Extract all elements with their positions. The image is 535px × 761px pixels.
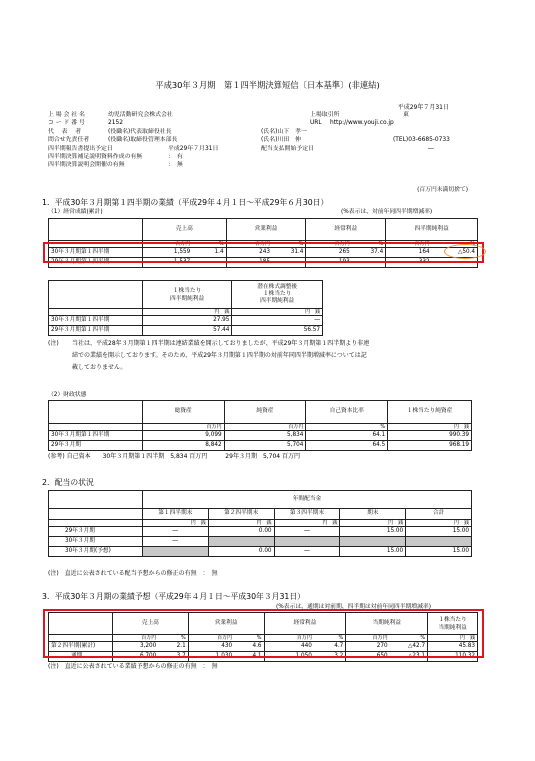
- section-3-title: 3．平成30年３月期の業績予想（平成29年４月１日～平成30年３月31日）: [42, 592, 305, 601]
- unit-label: 百万円: [346, 635, 390, 642]
- section-2-title: 2．配当の状況: [42, 478, 94, 487]
- contact-tel: (TEL)03-6685-0733: [393, 137, 450, 144]
- corner-cell: [49, 219, 143, 241]
- cell: 4.7: [314, 642, 346, 652]
- code-value: 2152: [108, 120, 123, 127]
- unit-label: 百万円: [142, 424, 224, 431]
- table-row: [49, 326, 323, 336]
- table-row: [49, 431, 472, 441]
- cell: 650: [346, 652, 390, 662]
- unit-label: 円 銭: [274, 520, 340, 527]
- col-header: 純資産: [224, 401, 306, 424]
- cell: ―: [192, 258, 226, 268]
- cell: 1,559: [142, 248, 192, 258]
- cell: 968.19: [388, 441, 472, 451]
- cell: ―: [432, 258, 478, 268]
- cell: 45.83: [428, 642, 478, 652]
- briefing-label: 四半期決算説明会開催の有無: [48, 162, 125, 169]
- note-mark: (注): [48, 340, 59, 347]
- dividend-date-label: 配当支払開始予定日: [261, 145, 315, 152]
- cell: ―: [232, 316, 323, 326]
- unit-label: 百万円: [188, 635, 234, 642]
- dividend-note: (注) 直近に公表されている配当予想からの修正の有無 ： 無: [48, 570, 218, 577]
- unit-label: %: [234, 635, 264, 642]
- col-header: 経常利益: [306, 219, 386, 241]
- row-label: 30年３月期第１四半期: [49, 248, 143, 258]
- supp-material-value: ： 有: [168, 153, 183, 160]
- cell: 9,099: [142, 431, 224, 441]
- cell: 1.4: [192, 248, 226, 258]
- highlight-box: [43, 242, 484, 263]
- eps-table: [48, 280, 323, 336]
- cell: 15.00: [406, 527, 472, 537]
- cell: 5,704: [224, 441, 306, 451]
- col-header: 売上高: [142, 219, 226, 241]
- row-label: 通期: [49, 652, 113, 662]
- col-header: 総資産: [142, 401, 224, 424]
- cell: 15.00: [340, 547, 406, 557]
- cell: 270: [346, 642, 390, 652]
- cell: 3,200: [112, 642, 158, 652]
- row-label: 29年３月期第１四半期: [49, 258, 143, 268]
- cell: ―: [274, 547, 340, 557]
- cell: 0.00: [208, 527, 274, 537]
- unit-label: 百万円: [264, 635, 314, 642]
- contact-name: (氏名)川田 伸: [261, 137, 301, 144]
- forecast-highlight-box: [43, 609, 484, 658]
- col-header: 四半期純利益: [386, 219, 478, 241]
- cell: 3.2: [314, 652, 346, 662]
- col-header: 潜在株式調整後 １株当たり 四半期純利益: [232, 281, 323, 309]
- unit-label: 円 銭: [142, 520, 208, 527]
- table-row: [49, 537, 472, 547]
- unit-label: %: [306, 424, 388, 431]
- cell: 64.5: [306, 441, 388, 451]
- row-label: 30年３月期第１四半期: [49, 316, 143, 326]
- unit-label: %: [352, 241, 386, 248]
- table-row: [49, 316, 323, 326]
- cell: 1,050: [264, 652, 314, 662]
- cell: △23.1: [390, 652, 428, 662]
- unit-label: 円 銭: [388, 424, 472, 431]
- cell: ―: [142, 537, 208, 547]
- report-date-value: 平成29年７月31日: [168, 145, 219, 152]
- cell: 56.57: [232, 326, 323, 336]
- row-label: 29年３月期第１四半期: [49, 326, 143, 336]
- col-header: 第１四半期末: [142, 509, 208, 520]
- row-label: 30年３月期: [49, 537, 143, 547]
- unit-label: 円 銭: [208, 520, 274, 527]
- cell: [142, 547, 208, 557]
- cell: 1,030: [188, 652, 234, 662]
- cell: △50.4: [432, 248, 478, 258]
- cell: 185: [226, 258, 272, 268]
- financial-position-subtitle: （2）財政状態: [48, 392, 87, 398]
- briefing-value: ： 無: [168, 162, 183, 169]
- financial-position-table: [48, 400, 472, 451]
- cell: ―: [272, 258, 306, 268]
- col-header: 合計: [406, 509, 472, 520]
- cell: 4.6: [234, 642, 264, 652]
- unit-label: 百万円: [112, 635, 158, 642]
- unit-label: %: [272, 241, 306, 248]
- table-row: [49, 527, 472, 537]
- col-header: 自己資本比率: [306, 401, 388, 424]
- cell: ―: [352, 258, 386, 268]
- note-line: 結での業績を開示しております。そのため、平成29年３月期第１四半期の対前年同四半期増減率については記: [72, 352, 367, 359]
- cell: [208, 537, 274, 547]
- cell: 0.00: [208, 547, 274, 557]
- rep-name: (氏名)山下 孝一: [261, 128, 307, 135]
- section-1-pct-note: (%表示は、対前年同四半期増減率): [341, 209, 433, 215]
- cell: [406, 537, 472, 547]
- exchange-value: 東: [403, 112, 409, 118]
- col-header: 当期純利益: [346, 613, 428, 635]
- url-value: http://www.youji.co.jp: [330, 120, 394, 127]
- col-header: 営業利益: [188, 613, 264, 635]
- table-row: [49, 547, 472, 557]
- dividend-table: [48, 490, 472, 557]
- note-line: 載しておりません。: [72, 364, 127, 371]
- cell: 193: [306, 258, 352, 268]
- unit-label: %: [390, 635, 428, 642]
- cell: 164: [386, 248, 432, 258]
- row-label: 29年３月期: [49, 527, 143, 537]
- contact-title: (役職名)取締役管理本部長: [108, 137, 178, 144]
- row-label: 第２四半期(累計): [49, 642, 113, 652]
- cell: 4.1: [234, 652, 264, 662]
- cell: 15.00: [406, 547, 472, 557]
- cell: [274, 537, 340, 547]
- cell: 8,842: [142, 441, 224, 451]
- company-name: 幼児活動研究会株式会社: [108, 112, 173, 118]
- unit-label: %: [314, 635, 346, 642]
- cell: ―: [274, 527, 340, 537]
- row-label: 29年３月期: [49, 441, 143, 451]
- cell: 6,700: [112, 652, 158, 662]
- cell: 37.4: [352, 248, 386, 258]
- cell: 64.1: [306, 431, 388, 441]
- section-3-pct-note: (%表示は、通期は対前期、四半期は対前年同四半期増減率): [276, 604, 431, 610]
- unit-label: 円 銭: [340, 520, 406, 527]
- cell: 27.95: [142, 316, 232, 326]
- col-header: １株当たり純資産: [388, 401, 472, 424]
- cell: 15.00: [340, 527, 406, 537]
- col-header: 第２四半期末: [208, 509, 274, 520]
- unit-label: 百万円: [224, 424, 306, 431]
- cell: 1,537: [142, 258, 192, 268]
- cell: 57.44: [142, 326, 232, 336]
- unit-label: %: [432, 241, 478, 248]
- contact-label: 問合せ先責任者: [48, 137, 90, 144]
- cell: 3.7: [158, 652, 188, 662]
- cell: ―: [142, 527, 208, 537]
- unit-label: 百万円: [142, 241, 192, 248]
- unit-label: 円 銭: [428, 635, 478, 642]
- col-header: 第３四半期末: [274, 509, 340, 520]
- cell: △42.7: [390, 642, 428, 652]
- col-header: 売上高: [112, 613, 188, 635]
- col-header: 経常利益: [264, 613, 346, 635]
- cell: 2.1: [158, 642, 188, 652]
- document-title: 平成30年３月期 第１四半期決算短信〔日本基準〕(非連結): [155, 80, 380, 90]
- announcement-date: 平成29年７月31日: [397, 104, 449, 111]
- col-header: １株当たり 当期純利益: [428, 613, 478, 635]
- rep-title: (役職名)代表取締役社長: [108, 128, 172, 135]
- cell: 31.4: [272, 248, 306, 258]
- cell: [340, 537, 406, 547]
- cell: 440: [264, 642, 314, 652]
- exchange-label: 上場取引所: [310, 112, 340, 118]
- cell: 990.39: [388, 431, 472, 441]
- equity-reference: (参考) 自己資本 30年３月期第１四半期 5,834 百万円 29年３月期 5,704 百万円: [48, 453, 301, 460]
- unit-label: 百万円: [226, 241, 272, 248]
- cell: 265: [306, 248, 352, 258]
- supp-material-label: 四半期決算補足説明資料作成の有無: [48, 153, 143, 160]
- unit-label: 百万円: [306, 241, 352, 248]
- section-1-title: 1．平成30年３月期第１四半期の業績（平成29年４月１日～平成29年６月30日）: [42, 198, 329, 207]
- unit-label: 円 銭: [232, 309, 323, 316]
- row-label: 30年３月期(予想): [49, 547, 143, 557]
- row-label: 30年３月期第１四半期: [49, 431, 143, 441]
- col-header: 営業利益: [226, 219, 306, 241]
- code-label: コ ー ド 番 号: [48, 120, 85, 127]
- unit-label: %: [192, 241, 226, 248]
- units-note: (百万円未満切捨て): [417, 187, 468, 193]
- rep-label: 代 表 者: [48, 128, 82, 135]
- unit-label: 円 銭: [406, 520, 472, 527]
- cell: 5,834: [224, 431, 306, 441]
- unit-label: 百万円: [386, 241, 432, 248]
- report-date-label: 四半期報告書提出予定日: [48, 145, 113, 152]
- company-label: 上 場 会 社 名: [48, 112, 85, 118]
- cell: 430: [188, 642, 234, 652]
- cell: 243: [226, 248, 272, 258]
- highlight-circle: [444, 244, 486, 259]
- col-header: １株当たり 四半期純利益: [142, 281, 232, 309]
- cell: 110.32: [428, 652, 478, 662]
- company-header: [48, 112, 488, 171]
- unit-label: %: [158, 635, 188, 642]
- url-label: URL: [310, 120, 322, 127]
- annual-dividend-header: 年間配当金: [142, 491, 471, 509]
- col-header: 期末: [340, 509, 406, 520]
- note-line: 当社は、平成28年３月期第１四半期は連結業績を開示しておりましたが、平成29年３月期第１四半期より非連: [72, 340, 370, 347]
- unit-label: 円 銭: [142, 309, 232, 316]
- table-row: [49, 441, 472, 451]
- cell: 332: [386, 258, 432, 268]
- forecast-note: (注) 直近に公表されている業績予想からの修正の有無 ： 無: [48, 663, 218, 670]
- dividend-date-value: ―: [428, 145, 434, 152]
- section-1-subtitle: （1）経営成績(累計): [48, 209, 103, 215]
